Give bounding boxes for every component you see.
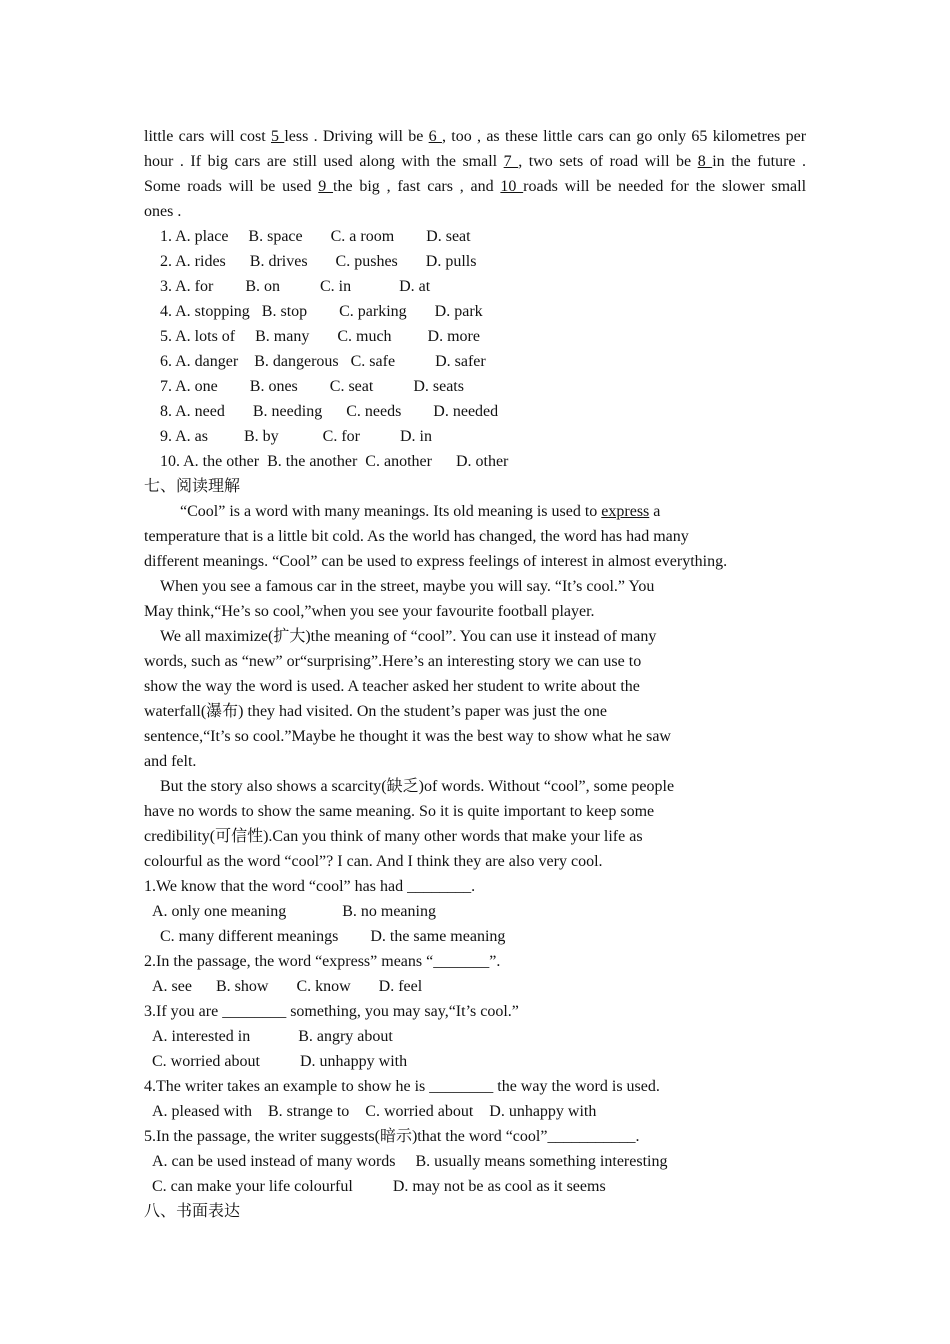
cloze-option-8: 8. A. need B. needing C. needs D. needed (160, 403, 499, 420)
reading-line-6: We all maximize(扩大)the meaning of “cool”. You can use it instead of many (160, 628, 657, 645)
reading-line-8: show the way the word is used. A teacher asked her student to write about the (144, 678, 640, 695)
blank-10: 10 (500, 178, 524, 195)
reading-line-12: But the story also shows a scarcity(缺乏)of words. Without “cool”, some people (160, 778, 675, 795)
cloze-option-1: 1. A. place B. space C. a room D. seat (160, 228, 471, 245)
reading-line-7: words, such as “new” or“surprising”.Here’s an interesting story we can use to (144, 653, 642, 670)
reading-line-3: different meanings. “Cool” can be used to express feelings of interest in almost everything. (144, 553, 728, 570)
question-5: 5.In the passage, the writer suggests(暗示)that the word “cool”___________. (144, 1128, 640, 1145)
reading-line-2: temperature that is a little bit cold. As the world has changed, the word has had many (144, 528, 689, 545)
reading-line-5: May think,“He’s so cool,”when you see your favourite football player. (144, 603, 595, 620)
reading-line-13: have no words to show the same meaning. So it is quite important to keep some (144, 803, 655, 820)
reading-line-1: “Cool” is a word with many meanings. Its old meaning is used to express a (180, 503, 661, 520)
question-2-options: A. see B. show C. know D. feel (152, 978, 423, 995)
blank-5: 5 (271, 128, 285, 145)
cloze-text-line-1: little cars will cost 5 less . Driving will be 6 , too , as these little cars can go only 65 kilometres per (144, 128, 807, 145)
reading-line-15: colourful as the word “cool”? I can. And I think they are also very cool. (144, 853, 603, 870)
blank-7: 7 (503, 153, 519, 170)
cloze-text-line-3: Some roads will be used 9 the big , fast cars , and 10 roads will be needed for the slower small (144, 178, 807, 195)
cloze-option-7: 7. A. one B. ones C. seat D. seats (160, 378, 464, 395)
cloze-option-6: 6. A. danger B. dangerous C. safe D. safer (160, 353, 486, 370)
cloze-option-3: 3. A. for B. on C. in D. at (160, 278, 431, 295)
cloze-option-5: 5. A. lots of B. many C. much D. more (160, 328, 480, 345)
question-5-options-a: A. can be used instead of many words B. usually means something interesting (152, 1153, 668, 1170)
question-1-options-a: A. only one meaning B. no meaning (152, 903, 436, 920)
reading-line-10: sentence,“It’s so cool.”Maybe he thought it was the best way to show what he saw (144, 728, 671, 745)
cloze-option-10: 10. A. the other B. the another C. another D. other (160, 453, 509, 470)
reading-line-14: credibility(可信性).Can you think of many other words that make your life as (144, 828, 643, 845)
cloze-text-line-2: hour . If big cars are still used along with the small 7 , two sets of road will be 8 in the future . (144, 153, 807, 170)
cloze-option-2: 2. A. rides B. drives C. pushes D. pulls (160, 253, 477, 270)
blank-9: 9 (318, 178, 334, 195)
cloze-text-line-4: ones . (144, 203, 182, 220)
question-1: 1.We know that the word “cool” has had ________. (144, 878, 476, 895)
reading-line-4: When you see a famous car in the street, maybe you will say. “It’s cool.” You (160, 578, 655, 595)
question-3-options-a: A. interested in B. angry about (152, 1028, 393, 1045)
question-5-options-b: C. can make your life colourful D. may not be as cool as it seems (152, 1178, 606, 1195)
section-8-title: 八、书面表达 (144, 1203, 241, 1220)
underlined-word-express: express (601, 503, 650, 520)
question-4: 4.The writer takes an example to show he is ________ the way the word is used. (144, 1078, 660, 1095)
question-3: 3.If you are ________ something, you may say,“It’s cool.” (144, 1003, 519, 1020)
blank-8: 8 (697, 153, 713, 170)
question-1-options-b: C. many different meanings D. the same meaning (160, 928, 506, 945)
blank-6: 6 (428, 128, 442, 145)
cloze-option-4: 4. A. stopping B. stop C. parking D. park (160, 303, 483, 320)
question-4-options: A. pleased with B. strange to C. worried about D. unhappy with (152, 1103, 597, 1120)
cloze-option-9: 9. A. as B. by C. for D. in (160, 428, 432, 445)
question-2: 2.In the passage, the word “express” means “_______”. (144, 953, 501, 970)
question-3-options-b: C. worried about D. unhappy with (152, 1053, 408, 1070)
reading-line-11: and felt. (144, 753, 197, 770)
section-7-title: 七、阅读理解 (144, 478, 241, 495)
reading-line-9: waterfall(瀑布) they had visited. On the student’s paper was just the one (144, 703, 607, 720)
